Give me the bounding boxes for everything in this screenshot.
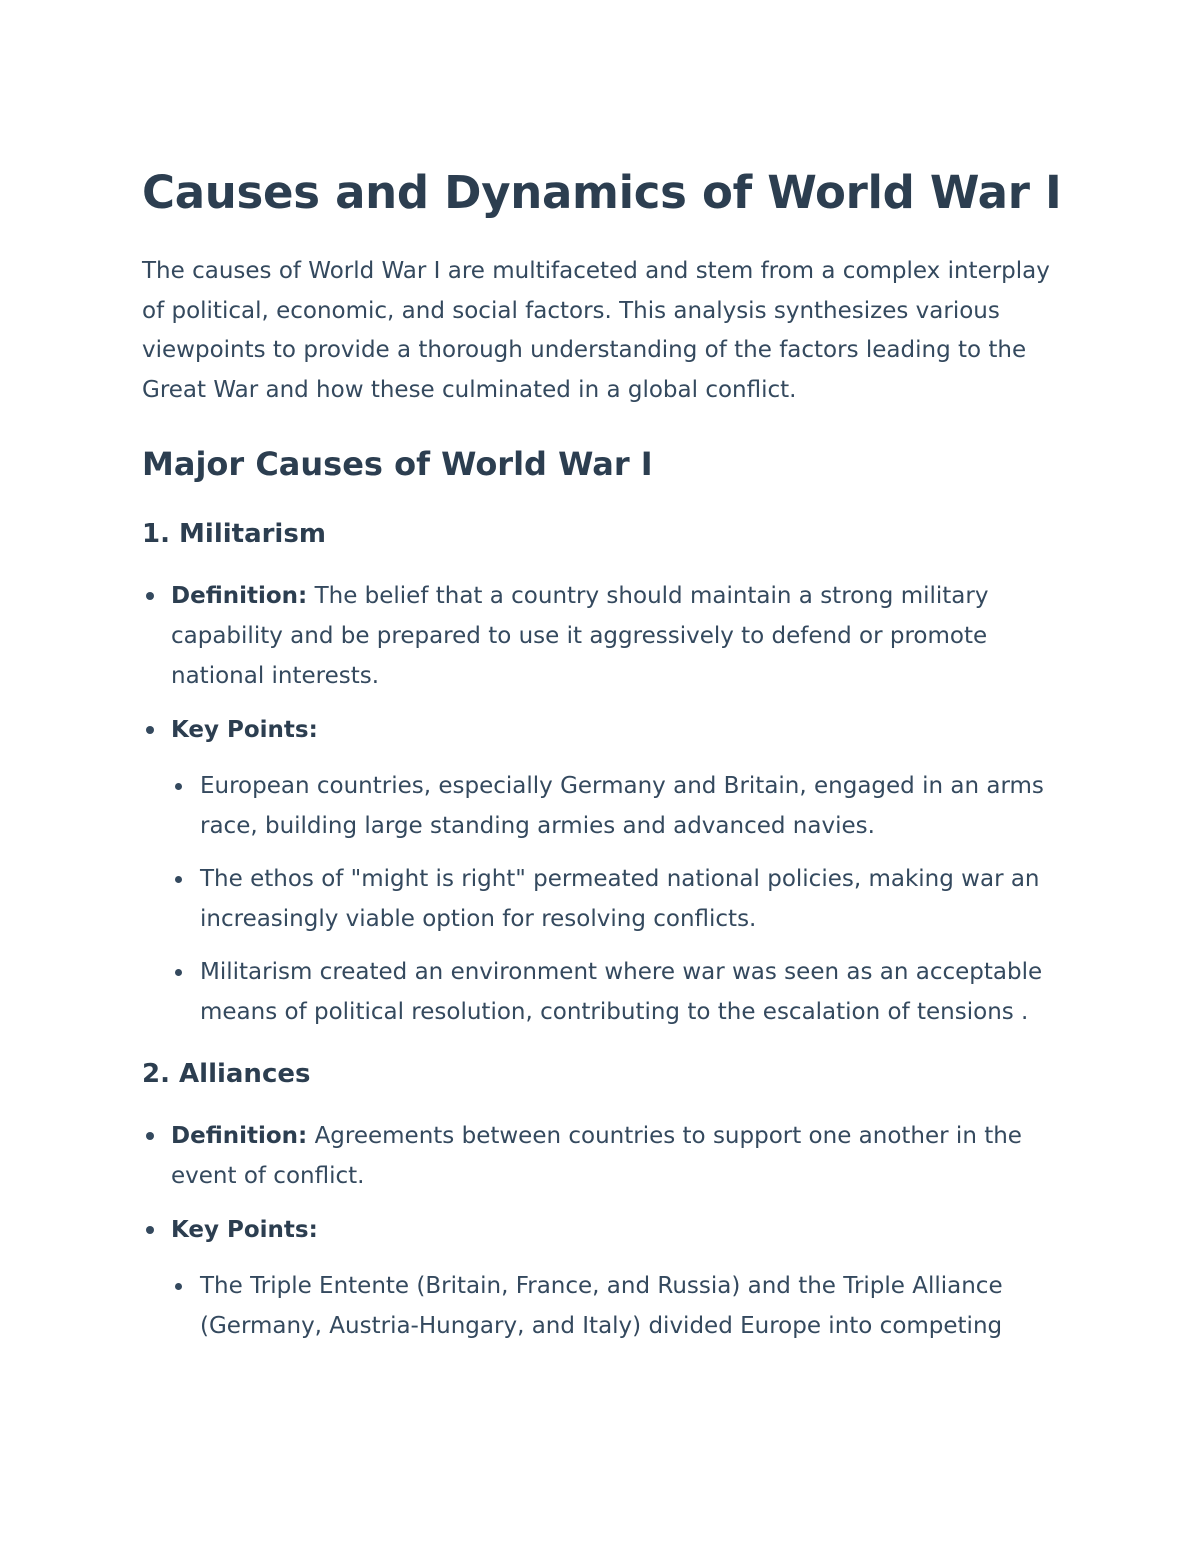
list-item-key-points xyxy=(171,1210,1072,1346)
key-points-label: Key Points: xyxy=(171,1217,318,1243)
bullet-icon xyxy=(146,726,154,734)
key-point-item xyxy=(200,766,1072,846)
key-point-item xyxy=(200,1266,1072,1346)
list-item-definition xyxy=(171,576,1072,696)
list-item-key-points xyxy=(171,710,1072,1032)
bullet-icon xyxy=(175,876,182,883)
section-heading-alliances xyxy=(142,1056,1072,1092)
militarism-list xyxy=(142,576,1072,1032)
bullet-icon xyxy=(146,1132,154,1140)
major-causes-heading: Major Causes of World War I xyxy=(142,445,653,483)
document-title: Causes and Dynamics of World War I xyxy=(142,166,1062,219)
bullet-icon xyxy=(175,969,182,976)
list-item-definition xyxy=(171,1116,1072,1196)
key-point-text: Militarism created an environment where war was seen as an acceptable means of political resolution, contributing to the escalation of tensions . xyxy=(200,959,1043,1025)
bullet-icon xyxy=(175,1283,182,1290)
key-point-item xyxy=(200,859,1072,939)
bullet-icon xyxy=(175,783,182,790)
key-point-text: The ethos of "might is right" permeated national policies, making war an increasingly viable option for resolving conflicts. xyxy=(200,866,1040,932)
bullet-icon xyxy=(146,1226,154,1234)
key-points-list xyxy=(171,1266,1072,1346)
section-number: 2. xyxy=(142,1059,170,1089)
key-point-text: European countries, especially Germany and Britain, engaged in an arms race, building large standing armies and advanced navies. xyxy=(200,773,1044,839)
key-points-list xyxy=(171,766,1072,1032)
key-point-text: The Triple Entente (Britain, France, and Russia) and the Triple Alliance (Germany, Austria-Hungary, and Italy) divided Europe into competing xyxy=(200,1273,1003,1339)
section-name: Alliances xyxy=(179,1059,311,1089)
document-page xyxy=(142,162,1072,1346)
definition-text: Agreements between countries to support one another in the event of conflict. xyxy=(171,1123,1022,1189)
section-heading-militarism xyxy=(142,516,1072,552)
key-points-label: Key Points: xyxy=(171,717,318,743)
definition-text: The belief that a country should maintain a strong military capability and be prepared to use it aggressively to defend or promote national interests. xyxy=(171,583,989,689)
key-point-item xyxy=(200,952,1072,1032)
section-number: 1. xyxy=(142,519,170,549)
bullet-icon xyxy=(146,592,154,600)
section-name: Militarism xyxy=(179,519,326,549)
definition-label: Definition: xyxy=(171,1123,308,1149)
intro-paragraph: The causes of World War I are multifaceted and stem from a complex interplay of political, economic, and social factors. This analysis synthesizes various viewpoints to provide a thorough understanding of the factors leading to the Great War and how these culminated in a global conflict. xyxy=(142,258,1050,403)
alliances-list xyxy=(142,1116,1072,1346)
definition-label: Definition: xyxy=(171,583,308,609)
